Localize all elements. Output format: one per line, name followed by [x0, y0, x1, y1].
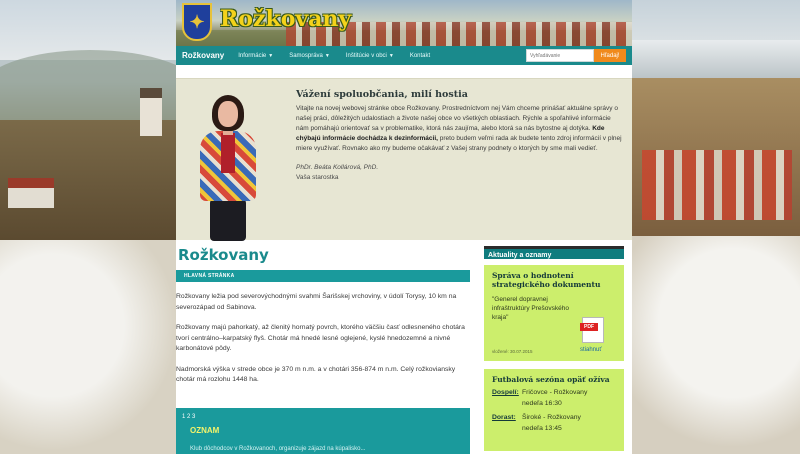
match-time: nedeľa 13:45: [522, 425, 562, 432]
welcome-signature: [296, 163, 622, 183]
content-paragraph: Rožkovany majú pahorkatý, až členitý hornatý povrch, ktorého väčšiu časť odlesneného chotára tvorí centrálno–karpatský flyš. Chotár má hnedé lesné oglejené, kyslé hnedozemné a nivné karbonátové pôdy.: [176, 324, 465, 352]
chevron-down-icon: ▼: [324, 52, 330, 59]
welcome-title: Vážení spoluobčania, milí hostia: [296, 89, 468, 100]
football-card: [484, 369, 624, 451]
announcement-text: Klub dôchodcov v Rožkovanoch, organizuje zájazd na kúpalisko...: [190, 446, 366, 452]
signature-role: Vaša starostka: [296, 174, 339, 181]
sidebar-heading: Aktuality a oznamy: [484, 246, 624, 259]
nav-item-samosprava[interactable]: Samospráva ▼: [289, 52, 330, 59]
search-form: [526, 49, 626, 62]
chevron-down-icon: ▼: [268, 52, 274, 59]
site-container: [176, 0, 632, 454]
download-link[interactable]: stiahnuť: [580, 347, 602, 353]
welcome-text-block: [296, 89, 622, 183]
match-label: Dorast:: [492, 414, 516, 421]
news-date: vložené: 30.07.2015: [492, 349, 533, 354]
church-tower-image: [140, 88, 162, 136]
background-scenery-right: [632, 0, 800, 454]
search-button[interactable]: Hľadaj!: [594, 49, 626, 62]
main-navigation: [176, 46, 632, 65]
mayor-portrait-image: [192, 91, 264, 241]
match-row: [492, 412, 616, 434]
welcome-panel: [176, 78, 632, 240]
chevron-down-icon: ▼: [388, 52, 394, 59]
nav-brand[interactable]: Rožkovany: [182, 51, 225, 60]
section-bar: HLAVNÁ STRÁNKA: [176, 270, 470, 282]
main-content: [176, 246, 470, 386]
coat-of-arms-icon[interactable]: ✦: [182, 3, 212, 41]
match-teams: Fričovce - Rožkovany: [522, 389, 588, 396]
village-roofs-image: [642, 150, 792, 220]
header-banner: [176, 0, 632, 46]
match-time: nedeľa 16:30: [522, 400, 562, 407]
news-quote: "Generel dopravnej infraštruktúry Prešovského kraja": [492, 296, 569, 321]
search-input[interactable]: [526, 49, 594, 62]
sidebar: [484, 249, 624, 451]
nav-item-kontakt[interactable]: Kontakt: [409, 52, 431, 59]
nav-item-institucie[interactable]: Inštitúcie v obci ▼: [345, 52, 394, 59]
site-logo-title[interactable]: Rožkovany: [220, 6, 352, 32]
signature-name: PhDr. Beáta Kollárová, PhD.: [296, 164, 379, 171]
match-label: Dospelí:: [492, 389, 519, 396]
match-row: [492, 387, 616, 409]
announcement-slider: [176, 408, 470, 454]
content-paragraph: Nadmorská výška v strede obce je 370 m n.m. a v chotári 356-874 m n.m. Celý rožkoviansky chotár má rozlohu 1448 ha.: [176, 365, 456, 383]
football-title[interactable]: Futbalová sezóna opäť ožíva: [492, 375, 610, 384]
news-title[interactable]: Správa o hodnotení strategického dokumentu: [492, 271, 601, 289]
nav-item-informacie[interactable]: Informácie ▼: [238, 52, 274, 59]
match-teams: Široké - Rožkovany: [522, 414, 581, 421]
pdf-icon[interactable]: PDF: [582, 317, 604, 343]
announcement-title: OZNAM: [190, 426, 220, 435]
page-title: Rožkovany: [178, 246, 269, 264]
welcome-body-bold: Kde chýbajú informácie dochádza k dezinformácii,: [296, 125, 605, 142]
content-paragraph: Rožkovany ležia pod severovýchodnými svahmi Šarišskej vrchoviny, v údolí Torysy, 10 km na severozápad od Sabinova.: [176, 293, 457, 311]
welcome-body: Vitajte na novej webovej stránke obce Rožkovany. Prostredníctvom nej Vám chceme prinášať aktuálne správy o našej práci, dôležitých udalostiach a živote našej obce vo všetkých oblastiach. Rýchle a spoľahlivé informácie nám pomáhajú orientovať sa v problematike, ktorá nás zaujíma, alebo ktorá sa nás bytostne aj dotýka. Kde chýbajú informácie dochádza k dezinformácii, preto budem veľmi rada ak budete tento zdroj informácií v plnej miere využívať. Rovnako ako my budeme očakávať z Vašej strany podnety o ktorých by sme mali vedieť.: [296, 105, 622, 152]
news-card: [484, 265, 624, 361]
background-scenery-left: [0, 0, 176, 454]
slider-pager[interactable]: 1 2 3: [182, 414, 196, 420]
